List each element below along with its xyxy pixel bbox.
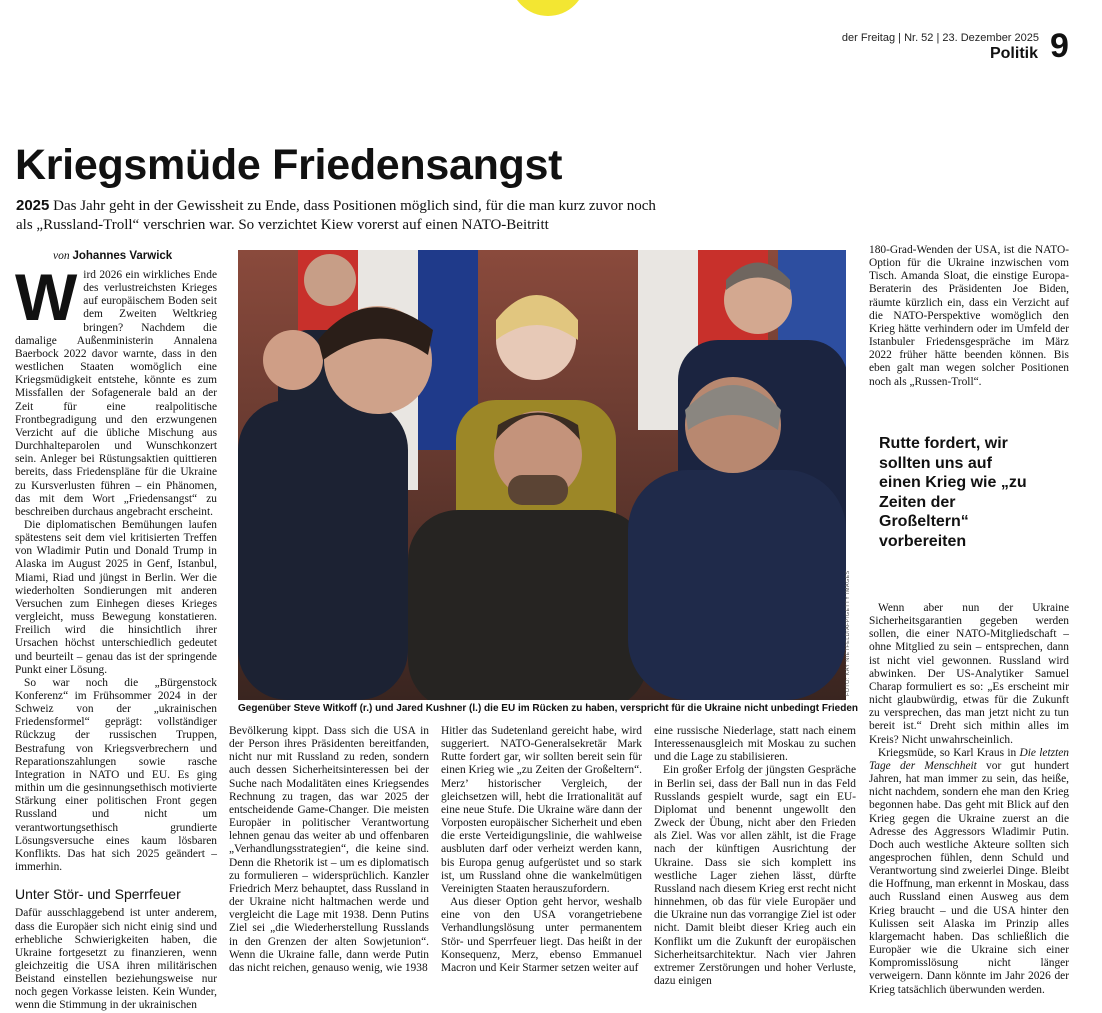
col3-paragraph-2: Aus dieser Option geht hervor, weshalb eine von den USA vorangetriebene Verhandlungslösung unter permanentem Stör- und Sperrfeuer liegt. Das heißt in der Konsequenz, Merz, ebenso Emmanuel Macron und Keir Starmer setzen weiter auf [441,896,642,974]
col1-paragraph-2: Die diplomatischen Bemühungen laufen spätestens seit dem viel kritisierten Treffen von Wladimir Putin und Donald Trump in Alaska im August 2025 in Genf, Istanbul, Miami, Riad und jüngst in Berlin. Wer die wiederholten Sondierungen mit anderen Versuchen zum Einhegen dieses Krieges vergleicht, muss Bewegung konstatieren. Freilich wird die hinsichtlich ihrer Ursachen höchst unterschiedlich gedeutet und beurteilt – genau das ist der springende Punkt einer Lösung. [15,518,217,676]
col1-paragraph-1: ird 2026 ein wirkliches Ende des verlustreichsten Krieges auf europäischem Boden seit dem Zweiten Weltkrieg bringen? Nachdem die damalige Außenministerin Annalena Baerbock 2022 davor warnte, dass in den westlichen Staaten womöglich eine Kriegsmüdigkeit entstehe, könnte es zum Missfallen der Sofagenerale bald an der Zeit für eine realpolitische Frontbegradigung und den erzwungenen Verzicht auf die übliche Mischung aus Durchhalteparolen und Wunschkonzert sein. Anleger bei Rüstungsaktien quittieren bereits, dass Friedenspläne für die Ukraine zu Kursverlusten führen – ein Phänomen, das mit dem Wort „Friedensangst“ zu beschreiben durchaus angebracht erscheint. [15,269,217,518]
byline-author: Johannes Varwick [72,250,173,262]
pull-quote: Rutte fordert, wir sollten uns auf einen Krieg wie „zu Zeiten der Großeltern“ vorbereiten [879,435,1027,550]
yellow-decoration-icon [510,0,586,16]
col5-p3-rest: vor gut hundert Jahren, hat man immer zu sein, das heiße, nicht nachdem, sondern ehe man den Krieg begonnen habe. Das geht mit Blick auf den Krieg gegen die Ukraine zuerst an die Adresse des Aggressors Wladimir Putin. Doch auch westliche Akteure sollten sich angesprochen fühlen, denn Schuld und Verantwortung sind zweierlei Dinge. Bleibt die Hoffnung, man erkennt in Moskau, dass auch Russland einen Ausweg aus dem Krieg braucht – und die USA hinter den Kulissen seit Alaska im Prinzip alles klargemacht haben. Das schließlich die Europäer wie die Ukraine sich einer Kompromisslösung nicht länger verweigern. Dann könnte im Jahr 2026 der Krieg tatsächlich überwunden werden. [869,759,1069,996]
dropcap-letter: W [15,260,78,334]
photo-scene-icon [238,250,846,700]
col1-paragraph-3: So war noch die „Bürgenstock Konferenz“ im Frühsommer 2024 in der Schweiz von der „ukrainischen Friedensformel“ geprägt: vollständiger Rückzug der russischen Truppen, Bestrafung von Kriegsverbrechern und Reparationszahlungen sowie rasche Integration in NATO und EU. Es ging mithin um die gesinnungsethisch motivierte Stärkung einer politischen Front gegen Russland und nicht um verantwortungsethisch grundierte Lösungsversuche eines kaum lösbaren Konflikts. Das hat sich 2025 geändert – immerhin. [15,676,217,874]
column-1 [15,260,217,1013]
lead-text-1: Das Jahr geht in der Gewissheit zu Ende, dass Positionen möglich sind, für die man kurz zuvor noch [49,198,656,214]
col5-p3-start: Kriegsmüde, so Karl Kraus in [878,746,1020,759]
photo-credit: FOTO: KAY NIETFELD/AFP/GETTY IMAGES [845,570,851,696]
page-header-meta: der Freitag | Nr. 52 | 23. Dezember 2025 [841,32,1039,44]
column-4 [654,725,856,988]
lead-year: 2025 [16,197,50,214]
byline-prefix: von [53,250,70,262]
article-title: Kriegsmüde Friedensangst [15,141,563,189]
col1-paragraph-4: Dafür ausschlaggebend ist unter anderem, dass die Europäer sich nicht einig sind und erhebliche Schwierigkeiten haben, die Ukraine fortgesetzt zu finanzieren, wenn gleichzeitig die USA ihren militärischen Beistand einstellen beziehungsweise nur noch gegen Vorkasse leisten. Kein Wunder, wenn die Stimmung in der ukrainischen [15,907,217,1012]
col2-paragraph-1: Bevölkerung kippt. Dass sich die USA in der Person ihres Präsidenten bereitfanden, nicht nur mit Russland zu reden, sondern auch dessen Sicherheitsinteressen bei der Suche nach Modalitäten eines Kriegsendes Rechnung zu tragen, das war 2025 der entscheidende Game-Changer. Die meisten Europäer in politischer Verantwortung lehnen genau das weiter ab und offenbaren „Verhandlungsstrategien“, die keine sind. Denn die Rhetorik ist – um es diplomatisch zu formulieren – widersprüchlich. Kanzler Friedrich Merz behauptet, dass Russland in der Ukraine nicht haltmachen werde und vergleicht die Lage mit 1938. Denn Putins Ziel sei „die Wiederherstellung Russlands in den Grenzen der alten Sowjetunion“. Wenn die Ukraine falle, dann werde Putin das nicht reichen, genauso wenig, wie 1938 [229,725,429,974]
column-5-bottom [869,602,1069,997]
page-number: 9 [1050,27,1069,65]
book-title: Die letzten Tage der Menschheit [869,746,1069,772]
column-3 [441,725,642,975]
column-5-top [869,244,1069,389]
lead-text-2: als „Russland-Troll“ verschrien war. So verzichtet Kiew vorerst auf einen NATO-Beitritt [16,216,549,233]
col4-paragraph-2: Ein großer Erfolg der jüngsten Gespräche in Berlin sei, dass der Ball nun in das Feld Russlands gespielt wurde, sagt ein EU-Diplomat und benennt ungewollt den Zweck der Übung, nicht aber den Frieden als Ziel. Was vor allen zählt, ist die Frage nach der künftigen Ausrichtung der Ukraine. Dass sie sich komplett ins westliche Lager ziehen lässt, dürfte Russland nach diesem Krieg erst recht nicht hinnehmen, ob das für viele Europäer und die Ukraine nun das vorrangige Ziel ist oder nicht. Damit bleibt dieser Krieg auch ein Konflikt um die Zukunft der europäischen Sicherheitsarchitektur. Nach vier Jahren extremer Zerstörungen und hoher Verluste, dazu einigen [654,764,856,987]
column-2 [229,725,429,975]
section-label: Politik [989,45,1038,62]
col4-paragraph-1: eine russische Niederlage, statt nach einem Interessenausgleich mit Moskau zu suchen und die Lage zu stabilisieren. [654,725,856,764]
col5-paragraph-1: 180-Grad-Wenden der USA, ist die NATO-Option für die Ukraine inzwischen vom Tisch. Amanda Sloat, die einstige Europa-Beraterin des Präsidenten Joe Biden, räumte kürzlich ein, dass ein Verzicht auf die NATO-Perspektive womöglich den Krieg hätte verhindern oder im Umfeld der Istanbuler Friedensgespräche im März 2022 früher hätte beenden können. Bis eben galt man wegen solcher Positionen noch als „Russen-Troll“. [869,244,1069,388]
article-photo [238,250,846,700]
subheading: Unter Stör- und Sperrfeuer [15,886,181,903]
col5-paragraph-3 [869,747,1069,997]
col5-paragraph-2: Wenn aber nun der Ukraine Sicherheitsgarantien gegeben werden sollen, die einer NATO-Mitgliedschaft – ohne Mitglied zu sein – entsprechen, dann ist nicht viel gewonnen. Russland wird abwinken. Der US-Analytiker Samuel Charap formuliert es so: „Es erscheint mir nicht glaubwürdig, etwas für die Zukunft zu versprechen, das man jetzt nicht zu tun bereit ist.“ Dreht sich mithin alles im Kreis? Nicht unwahrscheinlich. [869,602,1069,746]
article-lead [16,197,736,234]
photo-caption: Gegenüber Steve Witkoff (r.) und Jared Kushner (l.) die EU im Rücken zu haben, verspricht für die Ukraine nicht unbedingt Frieden [238,703,859,714]
col3-paragraph-1: Hitler das Sudetenland gereicht habe, wird suggeriert. NATO-Generalsekretär Mark Rutte fordert gar, wir sollten bereit sein für einen Krieg wie „zu Zeiten der Großeltern“. Merz’ historischer Vergleich, der gleichsetzen will, hebt die Irrationalität auf eine neue Stufe. Die Ukraine wäre dann der Vorposten europäischer Sicherheit und eben die erste Verteidigungslinie, die wahlweise ausbluten darf oder verheizt werden kann, bis Europa genug aufgerüstet und so stark ist, um Russland ohne die wankelmütigen Vereinigten Staaten herauszufordern. [441,725,642,895]
